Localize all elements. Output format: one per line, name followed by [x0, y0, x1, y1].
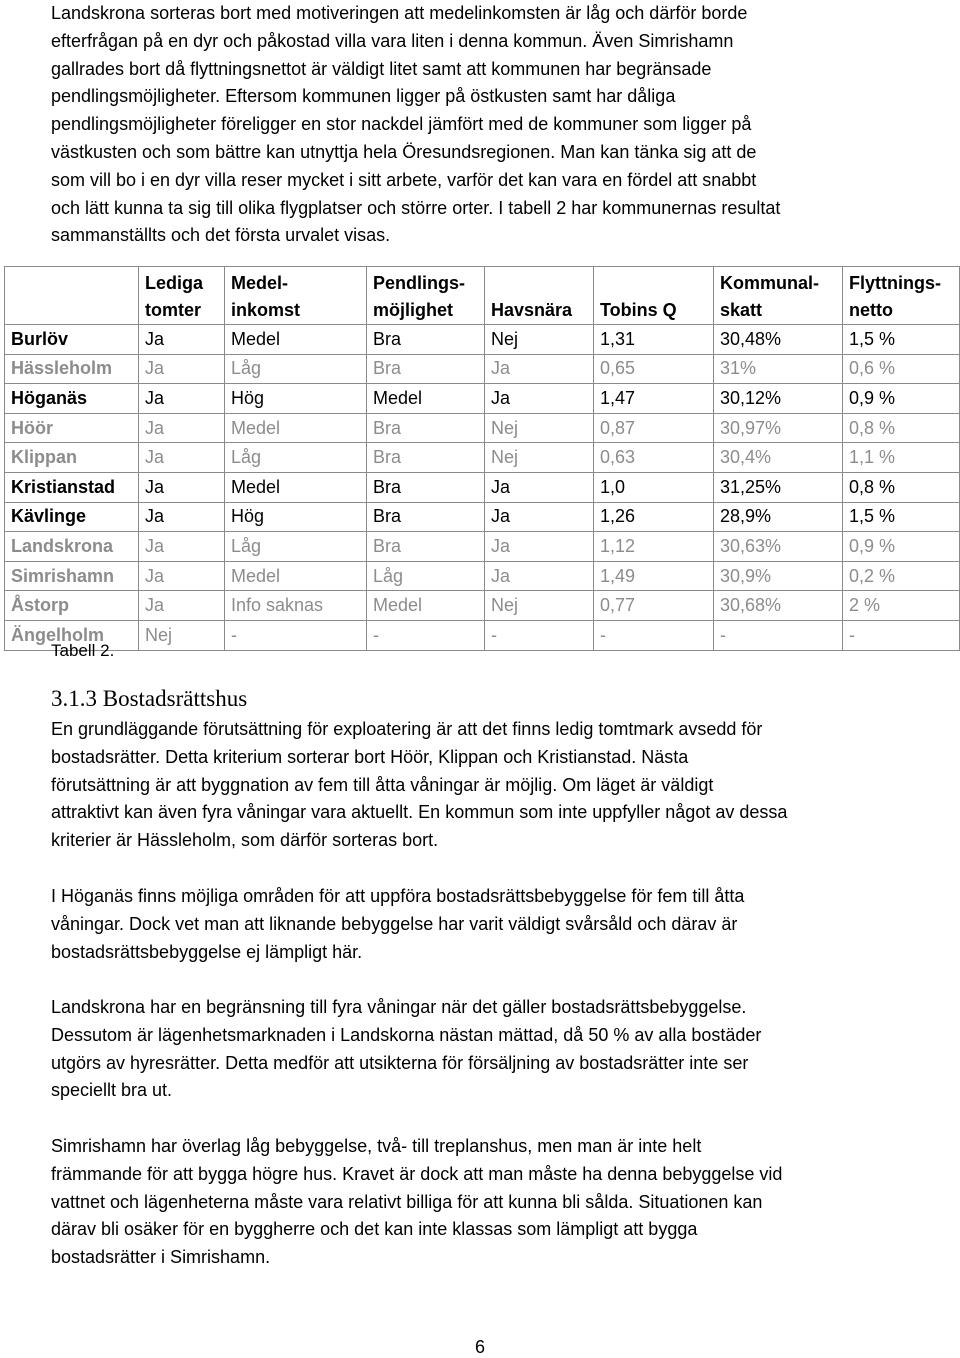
table-cell: Nej: [485, 413, 594, 443]
table-caption: Tabell 2.: [51, 641, 115, 660]
table-cell: 1,5 %: [843, 502, 960, 532]
table-row: [5, 561, 960, 591]
text-line: främmande för att bygga högre hus. Kravet är dock att man måste ha denna bebyggelse vid: [51, 1163, 783, 1184]
municipality-name-cell: Kävlinge: [5, 502, 139, 532]
municipality-name-cell: Klippan: [5, 443, 139, 473]
text-line: efterfrågan på en dyr och påkostad villa vara liten i denna kommun. Även Simrishamn: [51, 30, 734, 51]
text-line: och lätt kunna ta sig till olika flygplatser och större orter. I tabell 2 har kommunernas resultat: [51, 197, 781, 218]
table-row: [5, 443, 960, 473]
text-line: bostadsrättsbebyggelse ej lämpligt här.: [51, 941, 363, 962]
table-cell: 0,9 %: [843, 532, 960, 562]
table-cell: 0,63: [594, 443, 714, 473]
text-line: som vill bo i en dyr villa reser mycket i sitt arbete, varför det kan vara en fördel att snabbt: [51, 169, 757, 190]
table-cell: 1,1 %: [843, 443, 960, 473]
table-cell: Ja: [139, 472, 225, 502]
table-cell: Medel: [225, 561, 367, 591]
municipality-name-cell: Landskrona: [5, 532, 139, 562]
text-line: förutsättning är att byggnation av fem till åtta våningar är möjlig. Om läget är väldigt: [51, 774, 714, 795]
table-cell: Bra: [367, 325, 485, 355]
municipality-name-cell: Burlöv: [5, 325, 139, 355]
text-line: bostadsrätter i Simrishamn.: [51, 1247, 271, 1268]
table-cell: Medel: [225, 325, 367, 355]
table-cell: 1,12: [594, 532, 714, 562]
text-line: vattnet och lägenheterna måste vara relativt billiga för att kunna bli sålda. Situationen kan: [51, 1191, 763, 1212]
text-line: attraktivt kan även fyra våningar vara aktuellt. En kommun som inte uppfyller något av dessa: [51, 802, 788, 823]
municipality-name-cell: Simrishamn: [5, 561, 139, 591]
table-row: [5, 532, 960, 562]
table-cell: 0,87: [594, 413, 714, 443]
table-cell: Medel: [225, 472, 367, 502]
municipality-table: [4, 266, 960, 651]
table-cell: Nej: [485, 325, 594, 355]
table-cell: 0,8 %: [843, 472, 960, 502]
table-cell: 1,49: [594, 561, 714, 591]
table-cell: -: [714, 620, 843, 650]
municipality-name-cell: Kristianstad: [5, 472, 139, 502]
table-cell: -: [225, 620, 367, 650]
table-cell: 0,6 %: [843, 354, 960, 384]
table-row: [5, 620, 960, 650]
body-paragraph: [51, 716, 909, 855]
table-cell: -: [485, 620, 594, 650]
table-cell: Ja: [485, 354, 594, 384]
table-cell: 1,5 %: [843, 325, 960, 355]
table-cell: 30,97%: [714, 413, 843, 443]
text-line: Landskrona sorteras bort med motiveringen att medelinkomsten är låg och därför borde: [51, 3, 748, 23]
table-cell: Ja: [139, 384, 225, 414]
table-cell: Ja: [139, 325, 225, 355]
table-cell: Ja: [485, 502, 594, 532]
table-cell: Ja: [139, 502, 225, 532]
table-row: [5, 325, 960, 355]
table-cell: 30,48%: [714, 325, 843, 355]
table-cell: Nej: [485, 443, 594, 473]
header-cell: Tobins Q: [594, 267, 714, 325]
table-cell: Låg: [367, 561, 485, 591]
table-row: [5, 502, 960, 532]
table-cell: Ja: [485, 532, 594, 562]
table-cell: Bra: [367, 532, 485, 562]
text-line: Simrishamn har överlag låg bebyggelse, två- till treplanshus, men man är inte helt: [51, 1136, 702, 1156]
header-cell: Kommunal- skatt: [714, 267, 843, 325]
text-line: pendlingsmöjligheter. Eftersom kommunen ligger på östkusten samt har dåliga: [51, 86, 676, 107]
intro-paragraph: [51, 0, 909, 250]
table-cell: Ja: [139, 354, 225, 384]
text-line: västkusten och som bättre kan utnyttja hela Öresundsregionen. Man kan tänka sig att de: [51, 141, 757, 162]
table-cell: Medel: [367, 384, 485, 414]
header-cell: Medel- inkomst: [225, 267, 367, 325]
text-line: speciellt bra ut.: [51, 1080, 173, 1101]
table-cell: -: [843, 620, 960, 650]
municipality-name-cell: Hässleholm: [5, 354, 139, 384]
table-cell: Nej: [139, 620, 225, 650]
table-row: [5, 384, 960, 414]
table-cell: 1,0: [594, 472, 714, 502]
municipality-name-cell: Höör: [5, 413, 139, 443]
table-cell: Bra: [367, 472, 485, 502]
header-cell: Pendlings- möjlighet: [367, 267, 485, 325]
table-cell: Bra: [367, 413, 485, 443]
text-line: gallrades bort då flyttningsnettot är väldigt litet samt att kommunen har begränsade: [51, 58, 712, 79]
text-line: Dessutom är lägenhetsmarknaden i Landskorna nästan mättad, då 50 % av alla bostäder: [51, 1024, 762, 1045]
table-cell: 0,9 %: [843, 384, 960, 414]
body-paragraph: [51, 994, 909, 1105]
table-row: [5, 472, 960, 502]
text-line: pendlingsmöjligheter föreligger en stor nackdel jämfört med de kommuner som ligger på: [51, 114, 752, 135]
table-cell: Bra: [367, 354, 485, 384]
text-line: därav bli osäker för en byggherre och det kan inte klassas som lämpligt att bygga: [51, 1219, 698, 1240]
table-cell: Bra: [367, 502, 485, 532]
table-cell: -: [367, 620, 485, 650]
municipality-name-cell: Åstorp: [5, 591, 139, 621]
table-cell: 31,25%: [714, 472, 843, 502]
table-cell: Medel: [367, 591, 485, 621]
municipality-name-cell: Ängelholm: [5, 620, 139, 650]
table-cell: 1,47: [594, 384, 714, 414]
body-paragraph: [51, 1133, 909, 1272]
table-cell: 30,68%: [714, 591, 843, 621]
table-cell: Låg: [225, 354, 367, 384]
table-cell: 31%: [714, 354, 843, 384]
table-cell: -: [594, 620, 714, 650]
text-line: Landskrona har en begränsning till fyra våningar när det gäller bostadsrättsbebyggelse.: [51, 997, 747, 1017]
table-cell: 28,9%: [714, 502, 843, 532]
section-heading: 3.1.3 Bostadsrättshus: [51, 686, 248, 711]
text-line: kriterier är Hässleholm, som därför sorteras bort.: [51, 830, 439, 851]
table-cell: Bra: [367, 443, 485, 473]
table-cell: 0,65: [594, 354, 714, 384]
text-line: utgörs av hyresrätter. Detta medför att utsikterna för försäljning av bostadsrätter inte ser: [51, 1052, 749, 1073]
table-cell: 30,4%: [714, 443, 843, 473]
table-cell: 30,9%: [714, 561, 843, 591]
table-cell: 30,12%: [714, 384, 843, 414]
table-cell: 1,31: [594, 325, 714, 355]
table-cell: Låg: [225, 532, 367, 562]
table-cell: Hög: [225, 502, 367, 532]
table-cell: Låg: [225, 443, 367, 473]
text-line: I Höganäs finns möjliga områden för att uppföra bostadsrättsbebyggelse för fem till åtta: [51, 886, 745, 906]
table-cell: 0,77: [594, 591, 714, 621]
table-cell: 0,2 %: [843, 561, 960, 591]
table-cell: Info saknas: [225, 591, 367, 621]
table-row: [5, 591, 960, 621]
table-cell: 2 %: [843, 591, 960, 621]
table-cell: Ja: [139, 532, 225, 562]
table-row: [5, 413, 960, 443]
table-cell: Ja: [139, 443, 225, 473]
header-cell: Havsnära: [485, 267, 594, 325]
table-cell: Ja: [139, 591, 225, 621]
text-line: bostadsrätter. Detta kriterium sorterar bort Höör, Klippan och Kristianstad. Nästa: [51, 746, 689, 767]
table-cell: Ja: [485, 384, 594, 414]
table-cell: Ja: [139, 413, 225, 443]
table-cell: Ja: [139, 561, 225, 591]
table-cell: Hög: [225, 384, 367, 414]
text-line: En grundläggande förutsättning för exploatering är att det finns ledig tomtmark avsedd för: [51, 719, 763, 739]
table-cell: Nej: [485, 591, 594, 621]
table-body: [5, 325, 960, 651]
table-cell: Medel: [225, 413, 367, 443]
table-cell: Ja: [485, 472, 594, 502]
table-cell: Ja: [485, 561, 594, 591]
header-cell: Flyttnings- netto: [843, 267, 960, 325]
body-paragraph: [51, 883, 909, 966]
page-number: 6: [474, 1337, 485, 1357]
municipality-name-cell: Höganäs: [5, 384, 139, 414]
text-line: våningar. Dock vet man att liknande bebyggelse har varit väldigt svårsåld och därav är: [51, 913, 738, 934]
table-cell: 0,8 %: [843, 413, 960, 443]
table-header-row: [5, 267, 960, 325]
header-cell: Lediga tomter: [139, 267, 225, 325]
header-cell: [5, 267, 139, 325]
text-line: sammanställts och det första urvalet visas.: [51, 225, 391, 246]
table-cell: 1,26: [594, 502, 714, 532]
table-row: [5, 354, 960, 384]
table-cell: 30,63%: [714, 532, 843, 562]
